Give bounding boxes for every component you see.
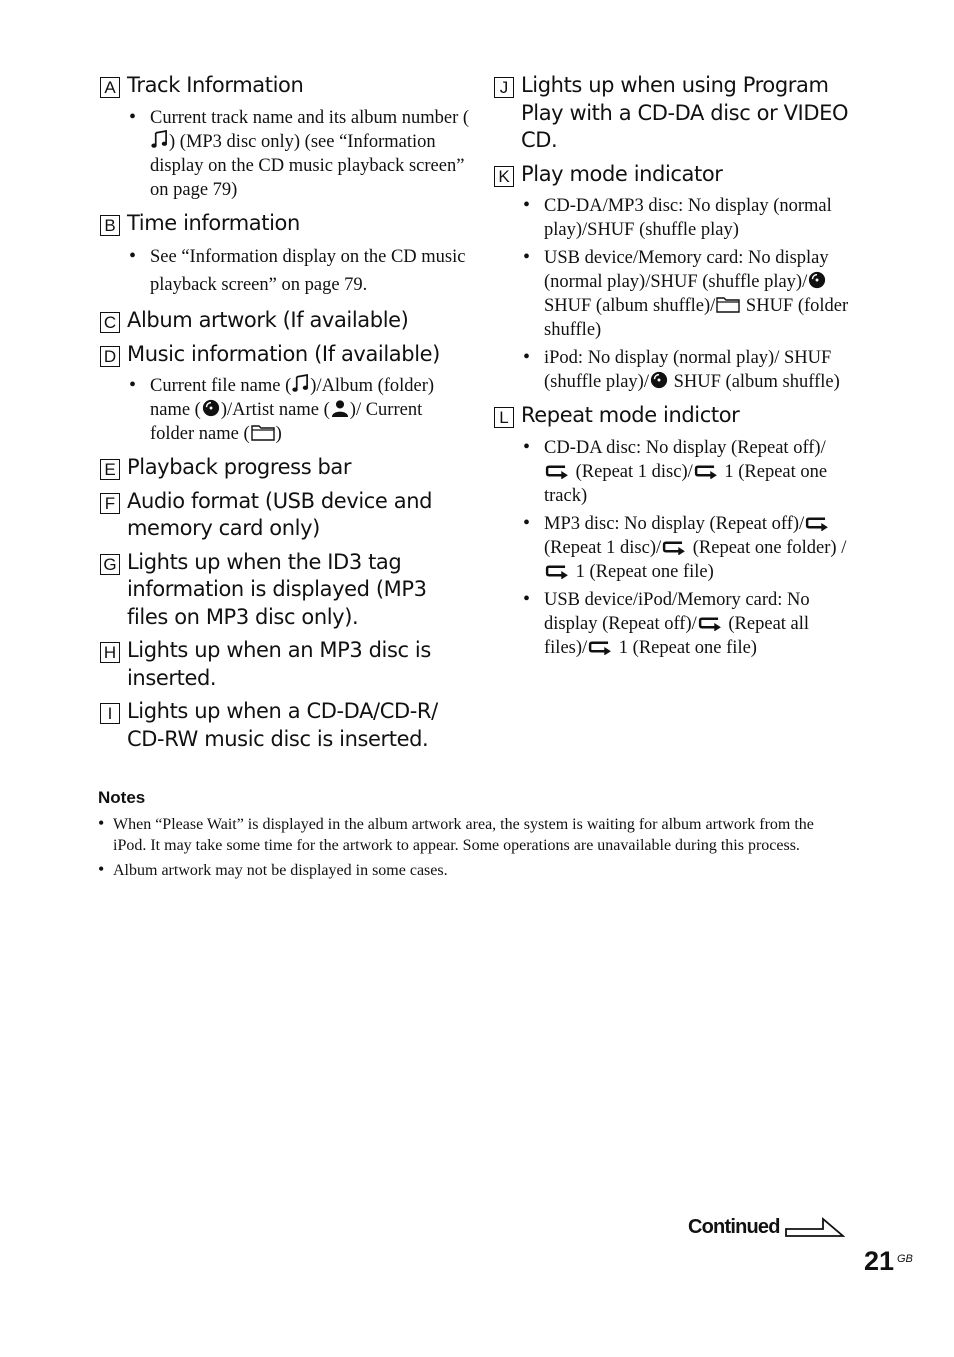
- item-title-h: Lights up when an MP3 disc is inserted.: [127, 638, 431, 690]
- item-a-bullets: [100, 106, 470, 202]
- item-l-bullets: [494, 436, 850, 660]
- item-letter-b: B: [100, 215, 120, 236]
- notes-list: [98, 814, 818, 881]
- note-item: • When “Please Wait” is displayed in the album artwork area, the system is waiting for album artwork from the iPod. It may take some time for the artwork to appear. Some operations are unavailable during this process.: [98, 814, 818, 856]
- page-number: 21: [864, 1246, 895, 1276]
- continued-arrow-icon: [785, 1217, 845, 1239]
- artist-icon: [331, 399, 349, 417]
- music-note-icon: [292, 374, 309, 393]
- item-d: [100, 341, 470, 369]
- note-item: • Album artwork may not be displayed in some cases.: [98, 860, 818, 881]
- item-letter-k: K: [494, 166, 514, 187]
- repeat-icon: [694, 462, 719, 479]
- bullet-repeat-usb: • USB device/iPod/Memory card: No display (Repeat off)/ (Repeat all files)/ 1 (Repeat one file): [516, 588, 850, 660]
- right-column: [494, 72, 850, 668]
- repeat-icon: [545, 462, 570, 479]
- album-disc-icon: [202, 399, 220, 417]
- item-k: [494, 161, 850, 189]
- item-title-i: Lights up when a CD-DA/CD-R/ CD-RW music disc is inserted.: [127, 699, 438, 751]
- item-f: [100, 488, 470, 543]
- repeat-icon: [588, 638, 613, 655]
- repeat-icon: [545, 562, 570, 579]
- item-title-l: Repeat mode indictor: [521, 403, 740, 427]
- album-disc-icon: [808, 271, 826, 289]
- item-letter-h: H: [100, 642, 120, 663]
- folder-icon: [251, 423, 275, 441]
- item-letter-a: A: [100, 77, 120, 98]
- left-column: [100, 72, 470, 759]
- item-title-e: Playback progress bar: [127, 455, 352, 479]
- item-title-c: Album artwork (If available): [127, 308, 409, 332]
- bullet-play-mode-cd: • CD-DA/MP3 disc: No display (normal play)/SHUF (shuffle play): [516, 194, 850, 242]
- item-letter-i: I: [100, 703, 120, 724]
- item-title-j: Lights up when using Program Play with a CD-DA disc or VIDEO CD.: [521, 73, 849, 152]
- bullet-music-info: • Current file name ( )/Album (folder) name ( )/Artist name ( )/ Current folder name ( ): [122, 374, 470, 446]
- item-title-d: Music information (If available): [127, 341, 440, 366]
- item-letter-g: G: [100, 554, 120, 575]
- item-title-b: Time information: [127, 210, 300, 235]
- notes-title: Notes: [98, 788, 146, 807]
- item-title-k: Play mode indicator: [521, 161, 723, 186]
- folder-icon: [716, 295, 740, 313]
- item-g: [100, 549, 470, 632]
- item-h: [100, 637, 470, 692]
- item-l: [494, 402, 850, 430]
- repeat-icon: [662, 538, 687, 555]
- music-note-icon: [151, 130, 168, 149]
- item-b: [100, 210, 470, 238]
- bullet-play-mode-usb: • USB device/Memory card: No display (normal play)/SHUF (shuffle play)/ SHUF (album shuffle)/ SHUF (folder shuffle): [516, 246, 850, 342]
- item-title-g: Lights up when the ID3 tag information is displayed (MP3 files on MP3 disc only).: [127, 549, 427, 629]
- album-disc-icon: [650, 371, 668, 389]
- item-letter-d: D: [100, 346, 120, 367]
- item-title-a: Track Information: [127, 73, 304, 97]
- bullet-track-info: • Current track name and its album number () (MP3 disc only) (see “Information display on the CD music playback screen” on page 79): [122, 106, 470, 202]
- item-letter-c: C: [100, 312, 120, 333]
- notes-section: [98, 788, 818, 885]
- page-number-suffix: GB: [897, 1253, 913, 1265]
- item-letter-e: E: [100, 459, 120, 480]
- continued-indicator: [688, 1216, 845, 1239]
- bullet-time-info: • See “Information display on the CD music playback screen” on page 79.: [122, 243, 470, 299]
- item-j: [494, 72, 850, 155]
- continued-label: Continued: [688, 1216, 780, 1238]
- item-letter-l: L: [494, 407, 514, 428]
- item-a: [100, 72, 470, 100]
- item-k-bullets: [494, 194, 850, 394]
- repeat-icon: [698, 614, 723, 631]
- repeat-icon: [805, 514, 830, 531]
- item-i: [100, 698, 470, 753]
- item-e: [100, 454, 470, 482]
- bullet-play-mode-ipod: • iPod: No display (normal play)/ SHUF (shuffle play)/ SHUF (album shuffle): [516, 346, 850, 394]
- bullet-repeat-mp3: • MP3 disc: No display (Repeat off)/ (Repeat 1 disc)/ (Repeat one folder) / 1 (Repeat one file): [516, 512, 850, 584]
- bullet-repeat-cd: • CD-DA disc: No display (Repeat off)/ (Repeat 1 disc)/ 1 (Repeat one track): [516, 436, 850, 508]
- item-title-f: Audio format (USB device and memory card only): [127, 488, 433, 540]
- item-b-bullets: [100, 243, 470, 299]
- item-d-bullets: [100, 374, 470, 446]
- item-letter-f: F: [100, 493, 120, 514]
- item-c: [100, 307, 470, 335]
- item-letter-j: J: [494, 77, 514, 98]
